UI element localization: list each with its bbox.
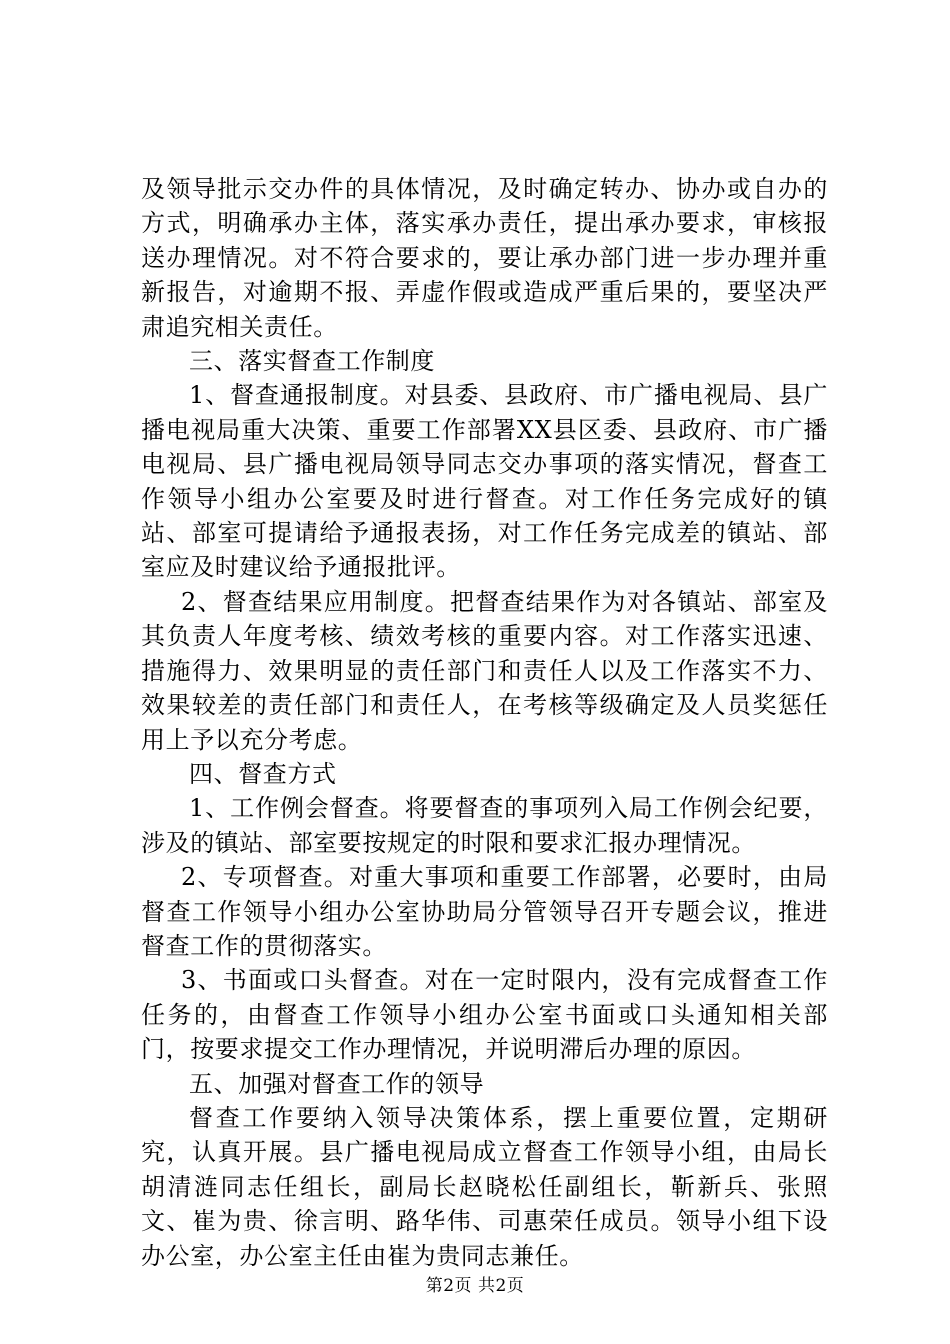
paragraph-item: 督查工作要纳入领导决策体系，摆上重要位置，定期研究，认真开展。县广播电视局成立督查工作领导小组，由局长胡清涟同志任组长，副局长赵晓松任副组长，靳新兵、张照文、崔为贵、徐言明、路华伟、司惠荣任成员。领导小组下设办公室，办公室主任由崔为贵同志兼任。 (141, 1103, 828, 1270)
document-body (141, 172, 828, 1273)
paragraph-item: 1、督查通报制度。对县委、县政府、市广播电视局、县广播电视局重大决策、重要工作部署XX县区委、县政府、市广播电视局、县广播电视局领导同志交办事项的落实情况，督查工作领导小组办公室要及时进行督查。对工作任务完成好的镇站、部室可提请给予通报表扬，对工作任务完成差的镇站、部室应及时建议给予通报批评。 (141, 381, 828, 582)
paragraph-item: 3、书面或口头督查。对在一定时限内，没有完成督查工作任务的，由督查工作领导小组办公室书面或口头通知相关部门，按要求提交工作办理情况，并说明滞后办理的原因。 (141, 966, 828, 1064)
section-heading-3: 三、落实督查工作制度 (189, 347, 435, 376)
page-footer: 第2页 共2页 (425, 1276, 525, 1296)
paragraph-item: 1、工作例会督查。将要督查的事项列入局工作例会纪要，涉及的镇站、部室要按规定的时限和要求汇报办理情况。 (141, 794, 828, 857)
paragraph-item: 2、专项督查。对重大事项和重要工作部署，必要时，由局督查工作领导小组办公室协助局分管领导召开专题会议，推进督查工作的贯彻落实。 (141, 863, 828, 960)
section-heading-5: 五、加强对督查工作的领导 (189, 1069, 485, 1098)
section-heading-4: 四、督查方式 (189, 759, 337, 788)
paragraph-item: 2、督查结果应用制度。把督查结果作为对各镇站、部室及其负责人年度考核、绩效考核的重要内容。对工作落实迅速、措施得力、效果明显的责任部门和责任人以及工作落实不力、效果较差的责任部门和责任人，在考核等级确定及人员奖惩任用上予以充分考虑。 (141, 587, 828, 754)
paragraph-continuation: 及领导批示交办件的具体情况，及时确定转办、协办或自办的方式，明确承办主体，落实承办责任，提出承办要求，审核报送办理情况。对不符合要求的，要让承办部门进一步办理并重新报告，对逾期不报、弄虚作假或造成严重后果的，要坚决严肃追究相关责任。 (141, 175, 828, 341)
